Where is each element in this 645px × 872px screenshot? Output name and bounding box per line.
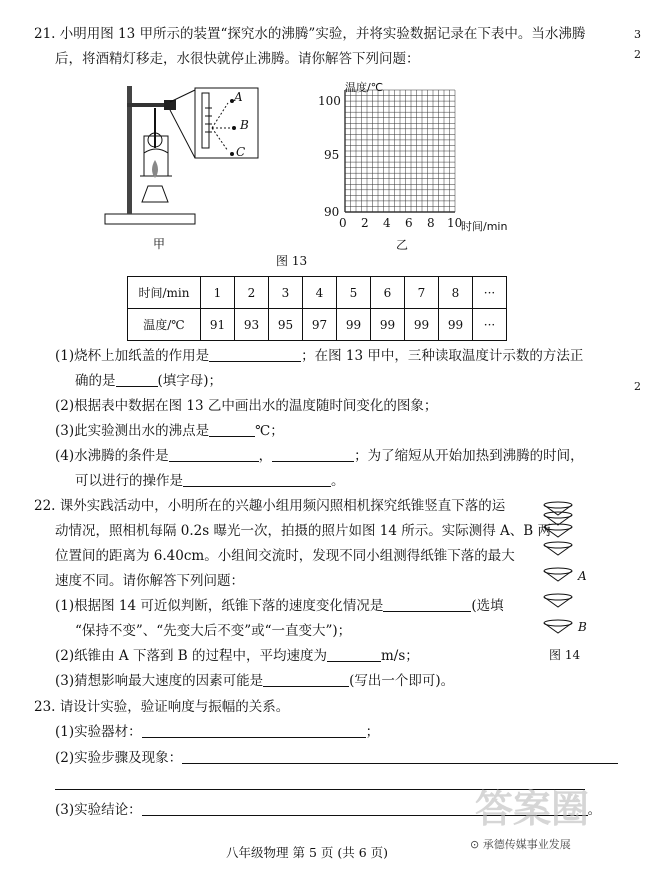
table-cell: 4	[303, 277, 337, 309]
table-row	[128, 309, 507, 341]
text: ，	[258, 448, 273, 464]
answer-blank[interactable]	[383, 597, 471, 612]
q22-p1	[55, 596, 504, 616]
text: (选填	[471, 598, 504, 614]
table-cell: 95	[269, 309, 303, 341]
table-cell: 99	[337, 309, 371, 341]
edge-mark: 2	[634, 380, 641, 393]
table-cell: 2	[235, 277, 269, 309]
answer-blank[interactable]	[272, 447, 354, 462]
text: ；在图 13 甲中，三种读取温度计示数的方法正	[301, 348, 584, 364]
therm-label-c: C	[236, 145, 246, 159]
table-cell: 93	[235, 309, 269, 341]
paper-cone	[544, 512, 572, 525]
q21-line1: 21. 小明用图 13 甲所示的装置“探究水的沸腾”实验，并将实验数据记录在下表中。当水沸腾	[34, 26, 586, 42]
fig13-graph-grid	[343, 88, 459, 214]
edge-mark: 2	[634, 48, 641, 61]
q22-p3	[55, 671, 454, 691]
paper-cone	[544, 568, 572, 581]
answer-blank[interactable]	[169, 447, 259, 462]
q21-p4	[55, 446, 584, 466]
table-cell: 99	[405, 309, 439, 341]
q22-line3: 位置间的距离为 6.40cm。小组间交流时，发现不同小组测得纸锥下落的最大	[55, 548, 515, 564]
answer-blank[interactable]	[182, 749, 618, 764]
answer-blank[interactable]	[142, 723, 366, 738]
graph-y-tick: 95	[324, 148, 340, 162]
table-cell: 91	[201, 309, 235, 341]
q23-line1: 23. 请设计实验，验证响度与振幅的关系。	[34, 699, 290, 715]
q22-line1: 22. 课外实践活动中，小明所在的兴趣小组用频闪照相机探究纸锥竖直下落的运	[34, 498, 506, 514]
answer-blank[interactable]	[116, 372, 158, 387]
text: 可以进行的操作是	[75, 473, 183, 489]
table-cell: 7	[405, 277, 439, 309]
q21-p4-cont	[75, 471, 345, 491]
answer-blank[interactable]	[209, 422, 255, 437]
text: 确的是	[75, 373, 116, 389]
table-header-time: 时间/min	[128, 277, 201, 309]
graph-x-tick: 6	[405, 216, 413, 230]
text: (写出一个即可)。	[349, 673, 455, 689]
table-header-temp: 温度/℃	[128, 309, 201, 341]
answer-blank[interactable]	[327, 647, 381, 662]
graph-y-tick: 100	[318, 94, 341, 108]
fig13-caption: 图 13	[276, 254, 308, 268]
paper-cone	[544, 620, 572, 633]
cone-label-a: A	[578, 569, 587, 583]
table-cell: 5	[337, 277, 371, 309]
answer-blank[interactable]	[263, 672, 349, 687]
q21-line2: 后，将酒精灯移走，水很快就停止沸腾。请你解答下列问题：	[55, 51, 420, 67]
q21-p1-cont	[75, 371, 222, 391]
therm-label-b: B	[240, 118, 249, 132]
graph-x-tick: 2	[361, 216, 369, 230]
text: ；	[365, 724, 380, 740]
text: (3)猜想影响最大速度的因素可能是	[55, 673, 264, 689]
fig14-caption: 图 14	[549, 648, 581, 662]
text: (1)根据图 14 可近似判断，纸锥下落的速度变化情况是	[55, 598, 384, 614]
fig13-yi-label: 乙	[396, 238, 409, 252]
paper-cone	[544, 542, 572, 555]
table-cell: 99	[439, 309, 473, 341]
answer-blank[interactable]	[183, 472, 331, 487]
q21-p2: (2)根据表中数据在图 13 乙中画出水的温度随时间变化的图象；	[55, 398, 438, 414]
text: (1)烧杯上加纸盖的作用是	[55, 348, 210, 364]
table-cell: 99	[371, 309, 405, 341]
table-cell: ···	[473, 277, 507, 309]
q22-line4: 速度不同。请你解答下列问题：	[55, 573, 244, 589]
table-cell: 6	[371, 277, 405, 309]
answer-blank[interactable]	[209, 347, 301, 362]
text: m/s；	[380, 648, 419, 664]
edge-mark: 3	[634, 28, 641, 41]
cone-label-b: B	[578, 620, 587, 634]
text: (2)纸锥由 A 下落到 B 的过程中，平均速度为	[55, 648, 327, 664]
watermark: 答案圈	[475, 787, 590, 831]
table-cell: 8	[439, 277, 473, 309]
table-row	[128, 277, 507, 309]
graph-x-tick: 10	[447, 216, 463, 230]
text: (4)水沸腾的条件是	[55, 448, 169, 464]
graph-y-title: 温度/℃	[345, 81, 384, 94]
table-cell: ···	[473, 309, 507, 341]
q23-p2	[55, 748, 618, 768]
watermark-caption: ⊙ 承德传媒事业发展	[470, 838, 571, 851]
text: (3)实验结论：	[55, 802, 142, 818]
graph-x-tick: 8	[427, 216, 435, 230]
table-cell: 1	[201, 277, 235, 309]
text: (2)实验步骤及现象：	[55, 750, 183, 766]
graph-x-tick: 4	[383, 216, 391, 230]
graph-x-title: 时间/min	[461, 220, 508, 233]
text: ℃；	[255, 423, 284, 439]
q21-p3	[55, 421, 284, 441]
text: (填字母)；	[157, 373, 223, 389]
text: 。	[587, 802, 602, 818]
table-cell: 97	[303, 309, 337, 341]
text: (3)此实验测出水的沸点是	[55, 423, 210, 439]
data-table	[127, 276, 507, 341]
q22-line2: 动情况，照相机每隔 0.2s 曝光一次，拍摄的照片如图 14 所示。实际测得 A、B 两	[55, 523, 551, 539]
q22-p1-cont: “保持不变”、“先变大后不变”或“一直变大”)；	[75, 623, 352, 639]
paper-cone	[544, 594, 572, 607]
graph-y-tick: 90	[324, 205, 340, 219]
q22-p2	[55, 646, 419, 666]
table-cell: 3	[269, 277, 303, 309]
q23-p1	[55, 722, 379, 742]
fig13-jia-label: 甲	[153, 237, 166, 251]
page-footer: 八年级物理 第 5 页 (共 6 页)	[226, 845, 388, 860]
q21-p1	[55, 346, 583, 366]
text: ；为了缩短从开始加热到沸腾的时间，	[354, 448, 584, 464]
text: 。	[331, 473, 345, 489]
graph-x-tick: 0	[339, 216, 347, 230]
paper-cone	[544, 524, 572, 537]
text: (1)实验器材：	[55, 724, 142, 740]
therm-label-a: A	[234, 90, 243, 104]
